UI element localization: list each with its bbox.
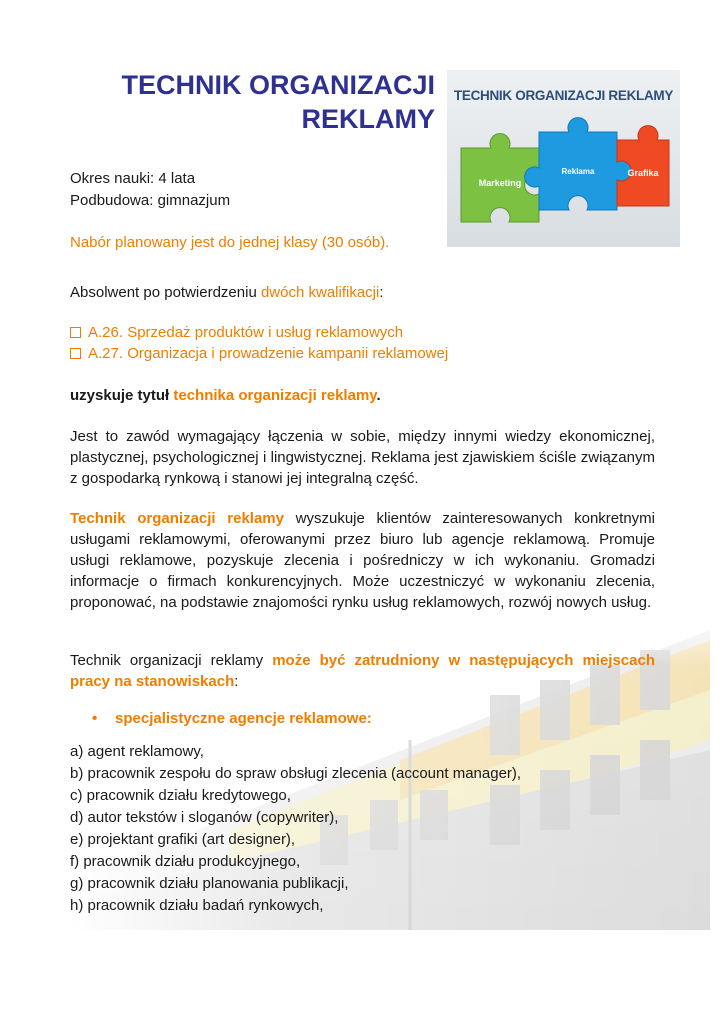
bullet-item (70, 708, 655, 730)
tytul-prefix: uzyskuje tytuł (70, 387, 174, 404)
bullet-icon: • (92, 710, 98, 727)
list-item: c) pracownik działu kredytowego, (70, 787, 291, 804)
list-item: b) pracownik zespołu do spraw obsługi zlecenia (account manager), (70, 765, 522, 782)
positions-list (70, 741, 655, 917)
info-nabor: Nabór planowany jest do jednej klasy (30 osób). (70, 234, 390, 251)
absolwent-prefix: Absolwent po potwierdzeniu (70, 284, 261, 301)
paragraph-employment (70, 650, 655, 692)
puzzle-label-grafika: Grafika (627, 168, 659, 178)
qualification-item (70, 322, 655, 343)
absolwent-line (70, 282, 655, 303)
list-item: e) projektant grafiki (art designer), (70, 831, 296, 848)
bullet-label: specjalistyczne agencje reklamowe: (115, 710, 372, 727)
tytul-highlight: technika organizacji reklamy (173, 387, 377, 404)
tytul-line (70, 385, 655, 406)
employment-suffix: : (234, 673, 239, 690)
list-item: g) pracownik działu planowania publikacji, (70, 875, 349, 892)
tytul-suffix: . (376, 387, 381, 404)
list-item: f) pracownik działu produkcyjnego, (70, 853, 301, 870)
puzzle-label-reklama: Reklama (561, 167, 595, 176)
qualification-text: A.26. Sprzedaż produktów i usług reklamowych (88, 324, 404, 341)
qualification-item (70, 343, 655, 364)
absolwent-suffix: : (379, 284, 384, 301)
info-okres: Okres nauki: 4 lata (70, 170, 196, 187)
list-item: d) autor tekstów i sloganów (copywriter), (70, 809, 339, 826)
hero-heading: TECHNIK ORGANIZACJI REKLAMY (453, 88, 674, 103)
absolwent-highlight: dwóch kwalifikacji (260, 284, 380, 301)
list-item: h) pracownik działu badań rynkowych, (70, 897, 324, 914)
paragraph-duties (70, 508, 655, 613)
page-title: TECHNIK ORGANIZACJI REKLAMY (121, 70, 435, 134)
employment-prefix: Technik organizacji reklamy (70, 652, 273, 669)
paragraph-duties-text: wyszukuje klientów zainteresowanych konkretnymi usługami reklamowymi, oferowanymi przez biuro lub agencje reklamową. Promuje usługi reklamowe, pozyskuje zlecenia i pośredniczy w ich wykonaniu. Gromadzi informacje o firmach konkurencyjnych. Może uczestniczyć w wykonaniu zlecenia, proponować, na podstawie znajomości rynku usług reklamowych, rozwój nowych usług. (70, 510, 655, 611)
employment-highlight: może być zatrudniony w następujących miejscach pracy na stanowiskach (70, 652, 655, 690)
list-item: a) agent reklamowy, (70, 743, 204, 760)
info-podbudowa: Podbudowa: gimnazjum (70, 192, 231, 209)
qualification-text: A.27. Organizacja i prowadzenie kampanii reklamowej (88, 345, 449, 362)
checkbox-square-icon (70, 327, 81, 338)
checkbox-square-icon (70, 348, 81, 359)
hero-image-puzzle (447, 70, 680, 247)
paragraph-intro: Jest to zawód wymagający łączenia w sobie, między innymi wiedzy ekonomicznej, plastycznej, psychologicznej i lingwistycznej. Reklama jest zjawiskiem ściśle związanym z gospodarką rynkową i stanowi jej integralną część. (70, 428, 655, 487)
paragraph-duties-highlight: Technik organizacji reklamy (70, 510, 284, 527)
puzzle-label-marketing: Marketing (478, 178, 522, 188)
